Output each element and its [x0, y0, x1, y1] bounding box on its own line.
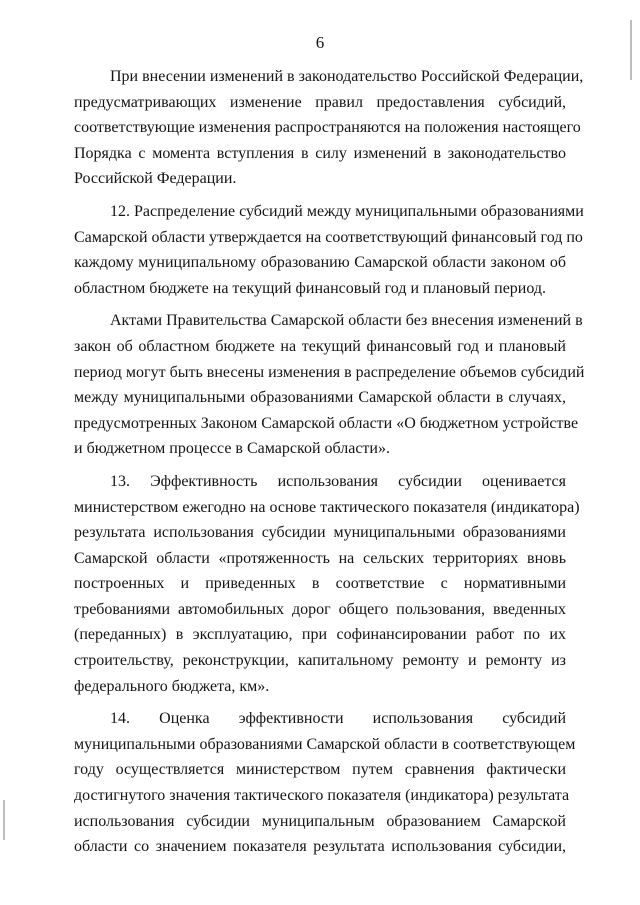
- text-line: закон об областном бюджете на текущий финансовый год и плановый: [74, 337, 566, 355]
- text-line: каждому муниципальному образованию Самарской области законом об: [74, 254, 566, 272]
- text-line: 12. Распределение субсидий между муниципальными образованиями: [110, 202, 584, 220]
- text-line: использования субсидии муниципальным образованием Самарской: [74, 812, 566, 830]
- text-line: Самарской области «протяженность на сельских территориях вновь: [74, 549, 566, 567]
- text-line: требованиями автомобильных дорог общего пользования, введенных: [74, 600, 566, 618]
- text-line: области со значением показателя результата использования субсидии,: [74, 838, 566, 856]
- text-line: Порядка с момента вступления в силу изменений в законодательство: [74, 144, 566, 162]
- text-line: и бюджетном процессе в Самарской области».: [74, 440, 390, 458]
- text-line: муниципальными образованиями Самарской области в соответствующем: [74, 735, 576, 753]
- text-line: году осуществляется министерством путем сравнения фактически: [74, 761, 566, 779]
- text-line: 14. Оценка эффективности использования субсидий: [110, 710, 566, 728]
- text-line: достигнутого значения тактического показателя (индикатора) результата: [74, 787, 570, 805]
- text-line: соответствующие изменения распространяются на положения настоящего: [74, 119, 581, 137]
- paragraph-amendments: [74, 64, 584, 192]
- page-number: 6: [315, 33, 325, 52]
- text-line: между муниципальными образованиями Самарской области в случаях,: [74, 389, 566, 407]
- text-line: Российской Федерации.: [74, 170, 237, 188]
- text-line: период могут быть внесены изменения в распределение объемов субсидий: [74, 363, 585, 381]
- text-line: строительству, реконструкции, капитальному ремонту и ремонту из: [74, 652, 566, 670]
- paragraph-14: [74, 706, 576, 860]
- scan-artifact-mark: [630, 20, 632, 80]
- paragraph-13: [74, 469, 580, 699]
- text-line: предусмотренных Законом Самарской области «О бюджетном устройстве: [74, 414, 579, 432]
- scan-artifact-mark: [3, 800, 5, 840]
- document-body: [74, 64, 585, 860]
- text-line: предусматривающих изменение правил предоставления субсидий,: [74, 93, 566, 111]
- text-line: При внесении изменений в законодательство Российской Федерации,: [110, 68, 584, 85]
- text-line: результата использования субсидии муниципальными образованиями: [74, 524, 566, 542]
- text-line: областном бюджете на текущий финансовый год и плановый период.: [74, 279, 547, 297]
- text-line: министерством ежегодно на основе тактического показателя (индикатора): [74, 498, 580, 516]
- text-line: Самарской области утверждается на соответствующий финансовый год по: [74, 228, 583, 246]
- text-line: (переданных) в эксплуатацию, при софинансировании работ по их: [74, 626, 566, 644]
- paragraph-government-acts: [74, 308, 585, 462]
- paragraph-12: [74, 199, 584, 301]
- text-line: федерального бюджета, км».: [74, 677, 270, 695]
- text-line: построенных и приведенных в соответствие с нормативными: [74, 575, 566, 593]
- text-line: Актами Правительства Самарской области без внесения изменений в: [110, 312, 583, 330]
- text-line: 13. Эффективность использования субсидии оценивается: [110, 472, 566, 490]
